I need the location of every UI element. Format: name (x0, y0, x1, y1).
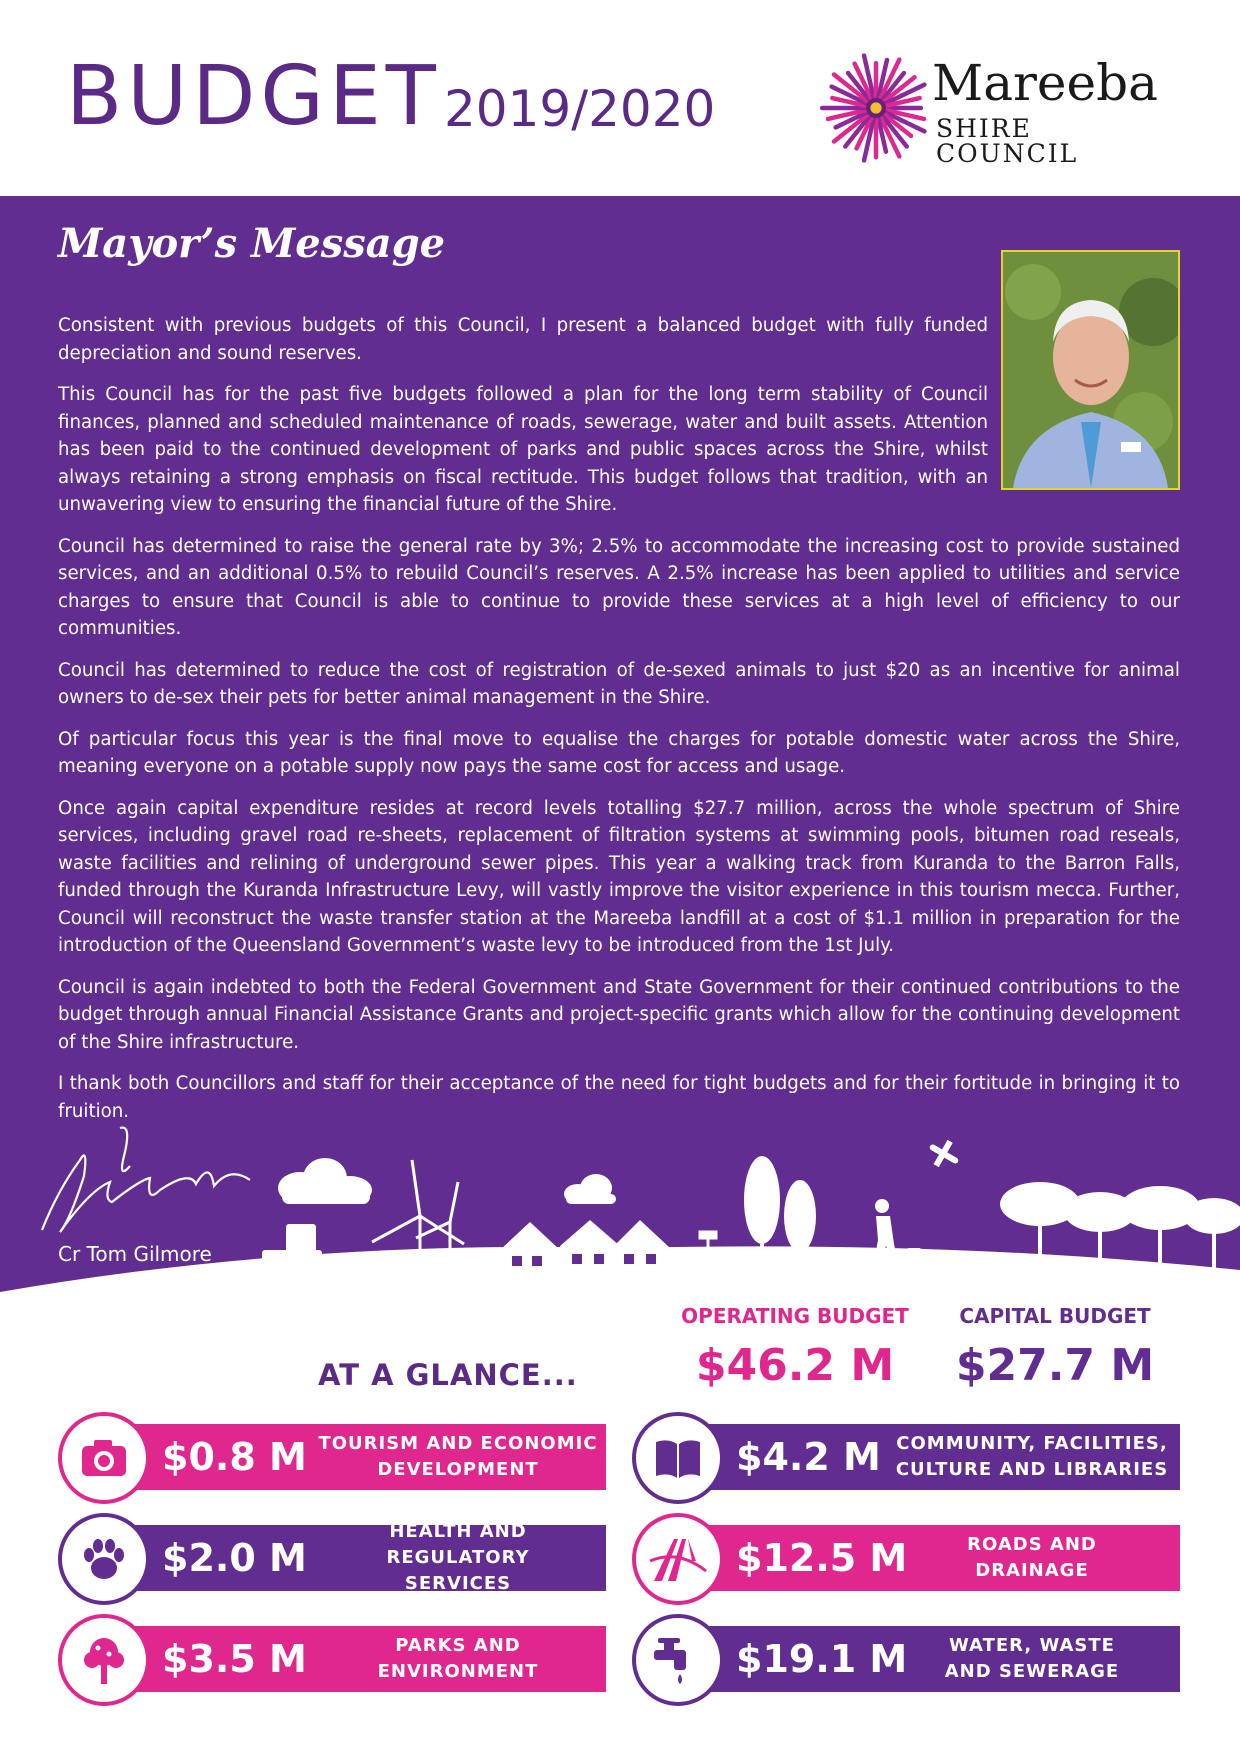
message-paragraph: Council is again indebted to both the Federal Government and State Government for their continued contributions to the budget through annual Financial Assistance Grants and project-specific grants which allow for the continuing development of the Shire infrastructure. (58, 976, 1180, 1053)
category-card-health (58, 1513, 606, 1601)
operating-budget (672, 1304, 918, 1391)
camera-icon (76, 1430, 132, 1486)
mayor-message (58, 312, 1180, 1139)
category-icon-circle (58, 1513, 150, 1605)
category-amount: $4.2 M (736, 1435, 881, 1479)
flower-logo-icon (820, 52, 932, 164)
category-label-line: HEALTH AND REGULATORY (386, 1521, 530, 1568)
capital-label: CAPITAL BUDGET (959, 1304, 1151, 1328)
category-card-parks (58, 1614, 606, 1702)
message-paragraph: Council has determined to raise the general rate by 3%; 2.5% to accommodate the increasing cost to provide sustained services, and an additional 0.5% to rebuild Council’s reserves. A 2.5% increase has been applied to utilities and service charges to ensure that Council is able to continue to provide these services at a high level of efficiency to our communities. (58, 535, 1180, 639)
logo-subtitle: SHIRE COUNCIL (936, 114, 1079, 168)
capital-budget (950, 1304, 1160, 1391)
category-label-line: WATER, WASTE (949, 1635, 1115, 1656)
message-paragraph: This Council has for the past five budgets followed a plan for the long term stability of Council finances, planned and scheduled maintenance of roads, sewerage, water and built assets. Attention has been paid to the continued development of parks and public spaces across the Shire, whilst always retaining a strong emphasis on fiscal rectitude. This budget follows that tradition, with an unwavering view to ensuring the financial future of the Shire. (58, 384, 988, 515)
category-label-line: ENVIRONMENT (377, 1661, 539, 1682)
signature-icon (42, 1128, 250, 1232)
category-label-line: PARKS AND (395, 1635, 521, 1656)
message-paragraph: Once again capital expenditure resides at record levels totalling $27.7 million, across the whole spectrum of Shire services, including gravel road re-sheets, replacement of filtration systems at swimming pools, bitumen road reseals, waste facilities and relining of underground sewer pipes. This year a walking track from Kuranda to the Barron Falls, funded through the Kuranda Infrastructure Levy, will vastly improve the visitor experience in this tourism mecca. Further, Council will reconstruct the waste transfer station at the Mareeba landfill at a cost of $1.1 million in preparation for the introduction of the Queensland Government’s waste levy to be introduced from the 1st July. (58, 797, 1180, 956)
category-label (318, 1521, 598, 1594)
category-label (892, 1626, 1172, 1692)
at-a-glance-heading: AT A GLANCE... (318, 1358, 578, 1392)
category-amount: $2.0 M (162, 1536, 307, 1580)
category-label-line: CULTURE AND LIBRARIES (895, 1459, 1169, 1480)
tap-icon (650, 1632, 706, 1688)
message-paragraph: Council has determined to reduce the cost of registration of de-sexed animals to just $20 as an incentive for animal owners to de-sex their pets for better animal management in the Shire. (58, 659, 1180, 708)
category-label (318, 1626, 598, 1692)
category-icon-circle (632, 1513, 724, 1605)
capital-amount: $27.7 M (955, 1340, 1155, 1391)
budget-year: 2019/2020 (444, 80, 716, 138)
category-label-line: COMMUNITY, FACILITIES, (896, 1433, 1168, 1454)
road-icon (648, 1531, 708, 1587)
page-header (0, 0, 1240, 196)
operating-amount: $46.2 M (695, 1340, 895, 1391)
category-label (318, 1424, 598, 1490)
category-amount: $19.1 M (736, 1637, 908, 1681)
category-icon-circle (58, 1614, 150, 1706)
message-paragraph: Consistent with previous budgets of this Council, I present a balanced budget with fully funded depreciation and sound reserves. (58, 315, 988, 364)
category-card-roads (632, 1513, 1180, 1601)
airplane-icon (923, 1134, 965, 1174)
houses-icon (500, 1220, 670, 1280)
category-label-line: DEVELOPMENT (377, 1459, 539, 1480)
tree-icon (76, 1632, 132, 1688)
category-label (892, 1525, 1172, 1591)
mayor-heading: Mayor’s Message (58, 220, 446, 267)
category-label-line: TOURISM AND ECONOMIC (318, 1433, 598, 1454)
category-label-line: DRAINAGE (975, 1560, 1089, 1581)
signer-name: Cr Tom Gilmore (58, 1242, 212, 1266)
landscape-illustration (0, 1120, 1240, 1320)
book-icon (650, 1430, 706, 1486)
budget-title: BUDGET (66, 49, 441, 144)
message-paragraph: Of particular focus this year is the final move to equalise the charges for potable domestic water across the Shire, meaning everyone on a potable supply now pays the same cost for access and usage. (58, 728, 1180, 777)
category-icon-circle (632, 1412, 724, 1504)
category-label (892, 1424, 1172, 1490)
category-label-line: SERVICES (404, 1573, 512, 1594)
message-paragraph: I thank both Councillors and staff for their acceptance of the need for tight budgets and for their fortitude in bringing it to fruition. (58, 1073, 1180, 1122)
category-label-line: ROADS AND (967, 1534, 1097, 1555)
cloud-icon (278, 1158, 616, 1204)
category-label-line: AND SEWERAGE (944, 1661, 1120, 1682)
paw-icon (76, 1531, 132, 1587)
category-icon-circle (58, 1412, 150, 1504)
category-card-tourism (58, 1412, 606, 1500)
category-icon-circle (632, 1614, 724, 1706)
category-amount: $0.8 M (162, 1435, 307, 1479)
category-amount: $12.5 M (736, 1536, 908, 1580)
category-amount: $3.5 M (162, 1637, 307, 1681)
logo-name: Mareeba (932, 54, 1158, 112)
operating-label: OPERATING BUDGET (681, 1304, 909, 1328)
category-card-community (632, 1412, 1180, 1500)
council-logo (820, 52, 1180, 168)
category-card-water (632, 1614, 1180, 1702)
